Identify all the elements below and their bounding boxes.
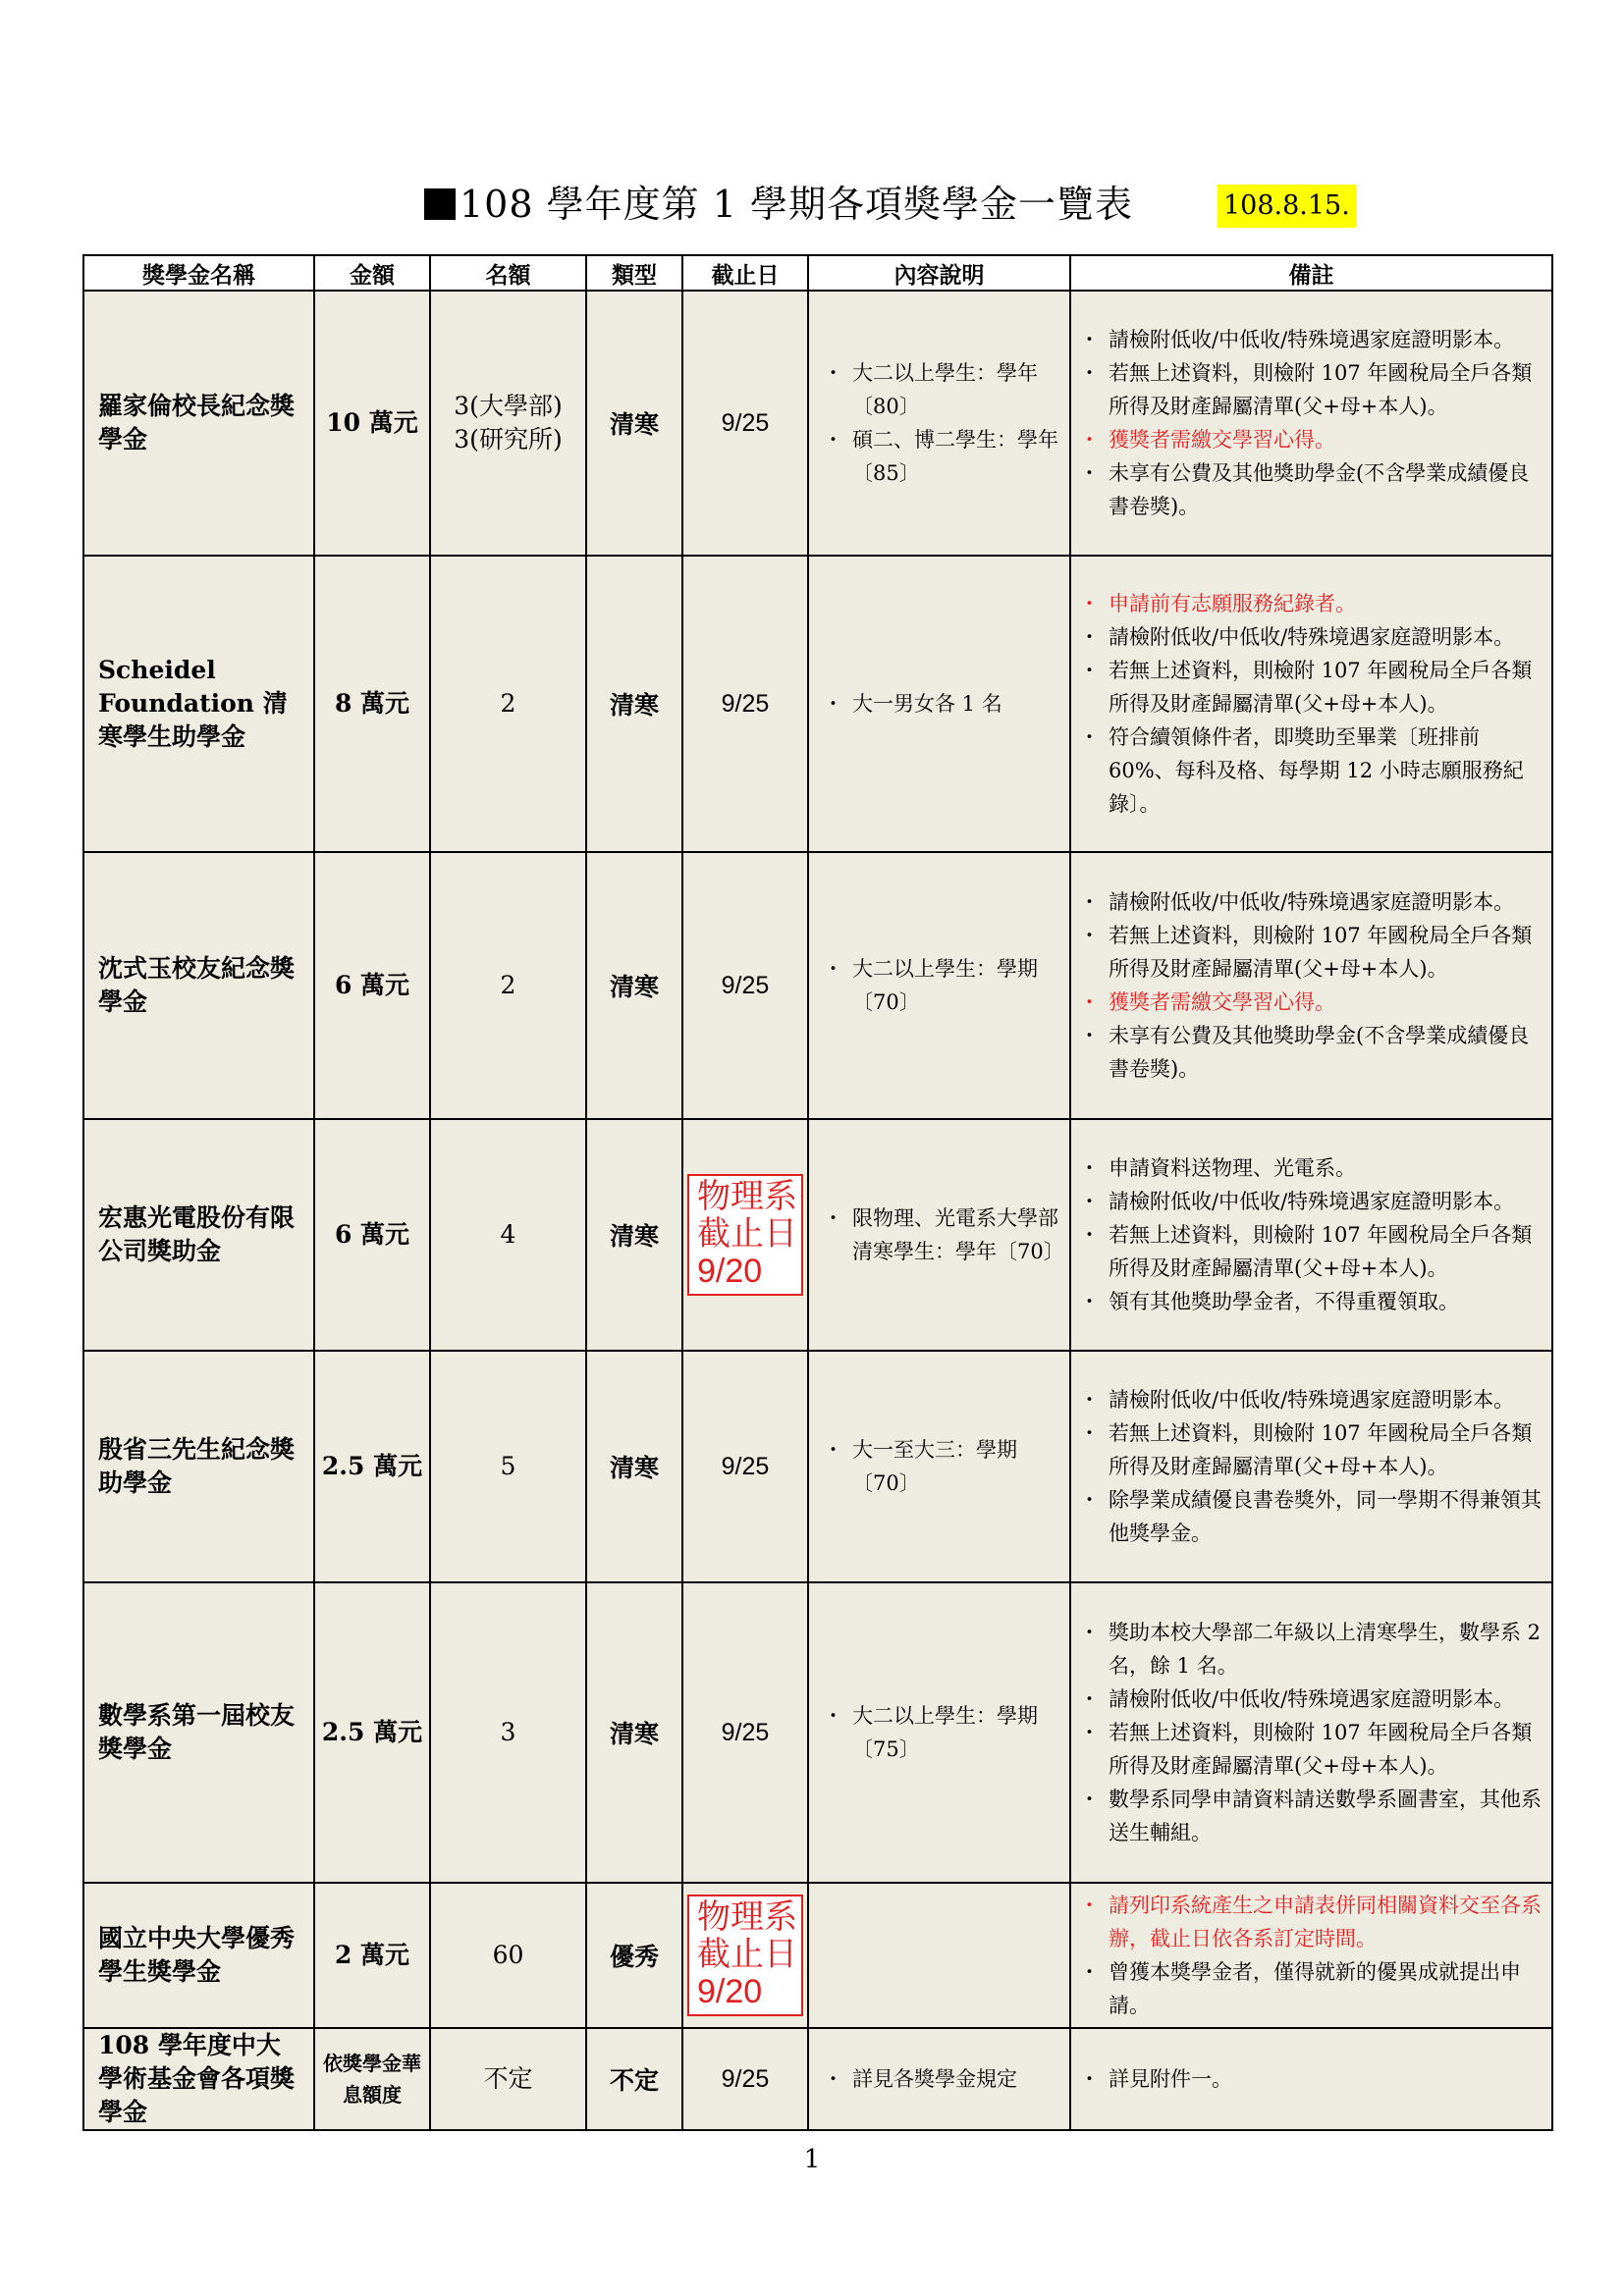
- deadline-cell: [682, 1883, 808, 2028]
- scholarship-name: 國立中央大學優秀學生獎學金: [83, 1883, 314, 2028]
- table-row: [83, 1351, 1552, 1582]
- remarks-cell: [1070, 556, 1552, 852]
- content-list: [823, 1433, 1063, 1500]
- remark-item: ・ 請檢附低收/中低收/特殊境遇家庭證明影本。: [1079, 323, 1545, 356]
- quota-cell: 2: [430, 852, 586, 1119]
- list-item: ・ 碩二、博二學生：學年〔85〕: [823, 423, 1063, 490]
- content-cell: [808, 1582, 1070, 1883]
- remarks-cell: [1070, 1582, 1552, 1883]
- content-cell: [808, 1883, 1070, 2028]
- deadline-cell: [682, 1119, 808, 1351]
- document-date: 108.8.15.: [1218, 185, 1356, 228]
- col-header-content: 內容說明: [808, 255, 1070, 291]
- quota-cell: 3(大學部) 3(研究所): [430, 291, 586, 556]
- content-list: [823, 356, 1063, 490]
- remarks-list: [1079, 2062, 1545, 2096]
- deadline-cell: 9/25: [682, 1582, 808, 1883]
- list-item: ・ 大二以上學生：學年〔80〕: [823, 356, 1063, 423]
- list-item: ・ 限物理、光電系大學部清寒學生：學年〔70〕: [823, 1201, 1063, 1268]
- deadline-stamp: 物理系 截止日 9/20: [687, 1895, 803, 2016]
- content-list: [823, 1201, 1063, 1268]
- scholarship-name: 數學系第一屆校友獎學金: [83, 1582, 314, 1883]
- remarks-cell: [1070, 1351, 1552, 1582]
- remarks-cell: [1070, 1883, 1552, 2028]
- remarks-list: [1079, 1383, 1545, 1550]
- remark-item: ・ 若無上述資料，則檢附 107 年國稅局全戶各類所得及財產歸屬清單(父+母+本人)。: [1079, 1416, 1545, 1483]
- content-cell: [808, 2028, 1070, 2130]
- remark-item: ・ 請檢附低收/中低收/特殊境遇家庭證明影本。: [1079, 885, 1545, 919]
- remarks-list: [1079, 1616, 1545, 1849]
- title-bar: [0, 177, 1624, 236]
- type-cell: 不定: [586, 2028, 682, 2130]
- black-square-icon: [424, 188, 456, 220]
- table-row: [83, 1582, 1552, 1883]
- type-cell: 清寒: [586, 1351, 682, 1582]
- type-cell: 優秀: [586, 1883, 682, 2028]
- remark-item: ・ 符合續領條件者，即獎助至畢業〔班排前 60%、每科及格、每學期 12 小時志願服務紀錄〕。: [1079, 721, 1545, 821]
- scholarship-name: 108 學年度中大學術基金會各項獎學金: [83, 2028, 314, 2130]
- remark-item: ・ 若無上述資料，則檢附 107 年國稅局全戶各類所得及財產歸屬清單(父+母+本人)。: [1079, 1716, 1545, 1783]
- remark-item: ・ 獎助本校大學部二年級以上清寒學生，數學系 2 名，餘 1 名。: [1079, 1616, 1545, 1682]
- content-cell: [808, 556, 1070, 852]
- type-cell: 清寒: [586, 1582, 682, 1883]
- remark-item: ・ 請檢附低收/中低收/特殊境遇家庭證明影本。: [1079, 1682, 1545, 1716]
- remark-item: ・ 若無上述資料，則檢附 107 年國稅局全戶各類所得及財產歸屬清單(父+母+本人)。: [1079, 919, 1545, 986]
- remarks-cell: [1070, 852, 1552, 1119]
- list-item: ・ 大二以上學生：學期〔70〕: [823, 952, 1063, 1019]
- remark-item: ・ 曾獲本獎學金者，僅得就新的優異成就提出申請。: [1079, 1955, 1545, 2022]
- content-list: [823, 1699, 1063, 1766]
- remark-item: ・ 請檢附低收/中低收/特殊境遇家庭證明影本。: [1079, 1185, 1545, 1218]
- remarks-list: [1079, 885, 1545, 1086]
- list-item: ・ 詳見各獎學金規定: [823, 2062, 1063, 2096]
- table-header-row: [83, 255, 1552, 291]
- list-item: ・ 大一男女各 1 名: [823, 687, 1063, 721]
- remark-item: ・ 若無上述資料，則檢附 107 年國稅局全戶各類所得及財產歸屬清單(父+母+本人)。: [1079, 654, 1545, 721]
- type-cell: 清寒: [586, 291, 682, 556]
- content-cell: [808, 291, 1070, 556]
- remark-item: ・ 申請前有志願服務紀錄者。: [1079, 587, 1545, 620]
- scholarship-name: 宏惠光電股份有限公司獎助金: [83, 1119, 314, 1351]
- remarks-list: [1079, 1151, 1545, 1318]
- table-row: [83, 2028, 1552, 2130]
- remark-item: ・ 詳見附件一。: [1079, 2062, 1545, 2096]
- deadline-cell: 9/25: [682, 291, 808, 556]
- quota-cell: 2: [430, 556, 586, 852]
- quota-cell: 不定: [430, 2028, 586, 2130]
- scholarship-name: 沈式玉校友紀念獎學金: [83, 852, 314, 1119]
- deadline-stamp: 物理系 截止日 9/20: [687, 1174, 803, 1296]
- quota-cell: 5: [430, 1351, 586, 1582]
- remarks-list: [1079, 1889, 1545, 2022]
- remark-item: ・ 請檢附低收/中低收/特殊境遇家庭證明影本。: [1079, 1383, 1545, 1416]
- remarks-cell: [1070, 2028, 1552, 2130]
- col-header-name: 獎學金名稱: [83, 255, 314, 291]
- remark-item: ・ 除學業成績優良書卷獎外，同一學期不得兼領其他獎學金。: [1079, 1483, 1545, 1550]
- col-header-remarks: 備註: [1070, 255, 1552, 291]
- remark-item: ・ 若無上述資料，則檢附 107 年國稅局全戶各類所得及財產歸屬清單(父+母+本人)。: [1079, 356, 1545, 423]
- table-row: [83, 1119, 1552, 1351]
- scholarship-name: 殷省三先生紀念獎助學金: [83, 1351, 314, 1582]
- amount-cell: 10 萬元: [314, 291, 430, 556]
- remarks-cell: [1070, 291, 1552, 556]
- scholarship-name: 羅家倫校長紀念獎學金: [83, 291, 314, 556]
- content-cell: [808, 1119, 1070, 1351]
- remarks-list: [1079, 587, 1545, 821]
- content-list: [823, 952, 1063, 1019]
- amount-cell: 2 萬元: [314, 1883, 430, 2028]
- list-item: ・ 大一至大三：學期〔70〕: [823, 1433, 1063, 1500]
- quota-cell: 60: [430, 1883, 586, 2028]
- deadline-cell: 9/25: [682, 2028, 808, 2130]
- list-item: ・ 大二以上學生：學期〔75〕: [823, 1699, 1063, 1766]
- deadline-cell: 9/25: [682, 1351, 808, 1582]
- remark-item: ・ 請列印系統產生之申請表併同相關資料交至各系辦，截止日依各系訂定時間。: [1079, 1889, 1545, 1955]
- deadline-cell: 9/25: [682, 852, 808, 1119]
- type-cell: 清寒: [586, 556, 682, 852]
- remarks-list: [1079, 323, 1545, 523]
- page-title: 108 學年度第 1 學期各項獎學金一覽表: [424, 177, 1133, 232]
- amount-cell: 2.5 萬元: [314, 1351, 430, 1582]
- table-row: [83, 852, 1552, 1119]
- remark-item: ・ 若無上述資料，則檢附 107 年國稅局全戶各類所得及財產歸屬清單(父+母+本人)。: [1079, 1218, 1545, 1285]
- remark-item: ・ 領有其他獎助學金者，不得重覆領取。: [1079, 1285, 1545, 1318]
- scholarship-table: [82, 254, 1553, 2131]
- remark-item: ・ 未享有公費及其他獎助學金(不含學業成績優良書卷獎)。: [1079, 1019, 1545, 1086]
- quota-cell: 4: [430, 1119, 586, 1351]
- table-row: [83, 1883, 1552, 2028]
- remark-item: ・ 未享有公費及其他獎助學金(不含學業成績優良書卷獎)。: [1079, 456, 1545, 523]
- content-cell: [808, 1351, 1070, 1582]
- amount-cell: 8 萬元: [314, 556, 430, 852]
- content-cell: [808, 852, 1070, 1119]
- content-list: [823, 2062, 1063, 2096]
- col-header-amount: 金額: [314, 255, 430, 291]
- amount-cell: 6 萬元: [314, 852, 430, 1119]
- type-cell: 清寒: [586, 852, 682, 1119]
- amount-cell: 6 萬元: [314, 1119, 430, 1351]
- content-list: [823, 687, 1063, 721]
- col-header-deadline: 截止日: [682, 255, 808, 291]
- remarks-cell: [1070, 1119, 1552, 1351]
- remark-item: ・ 請檢附低收/中低收/特殊境遇家庭證明影本。: [1079, 620, 1545, 654]
- quota-cell: 3: [430, 1582, 586, 1883]
- amount-cell: 2.5 萬元: [314, 1582, 430, 1883]
- scholarship-name: Scheidel Foundation 清寒學生助學金: [83, 556, 314, 852]
- remark-item: ・ 申請資料送物理、光電系。: [1079, 1151, 1545, 1185]
- page-number: 1: [803, 2145, 821, 2174]
- remark-item: ・ 獲獎者需繳交學習心得。: [1079, 986, 1545, 1019]
- deadline-cell: 9/25: [682, 556, 808, 852]
- table-row: [83, 556, 1552, 852]
- amount-cell: 依獎學金華息額度: [314, 2028, 430, 2130]
- col-header-type: 類型: [586, 255, 682, 291]
- type-cell: 清寒: [586, 1119, 682, 1351]
- remark-item: ・ 獲獎者需繳交學習心得。: [1079, 423, 1545, 456]
- col-header-quota: 名額: [430, 255, 586, 291]
- remark-item: ・ 數學系同學申請資料請送數學系圖書室，其他系送生輔組。: [1079, 1783, 1545, 1849]
- table-row: [83, 291, 1552, 556]
